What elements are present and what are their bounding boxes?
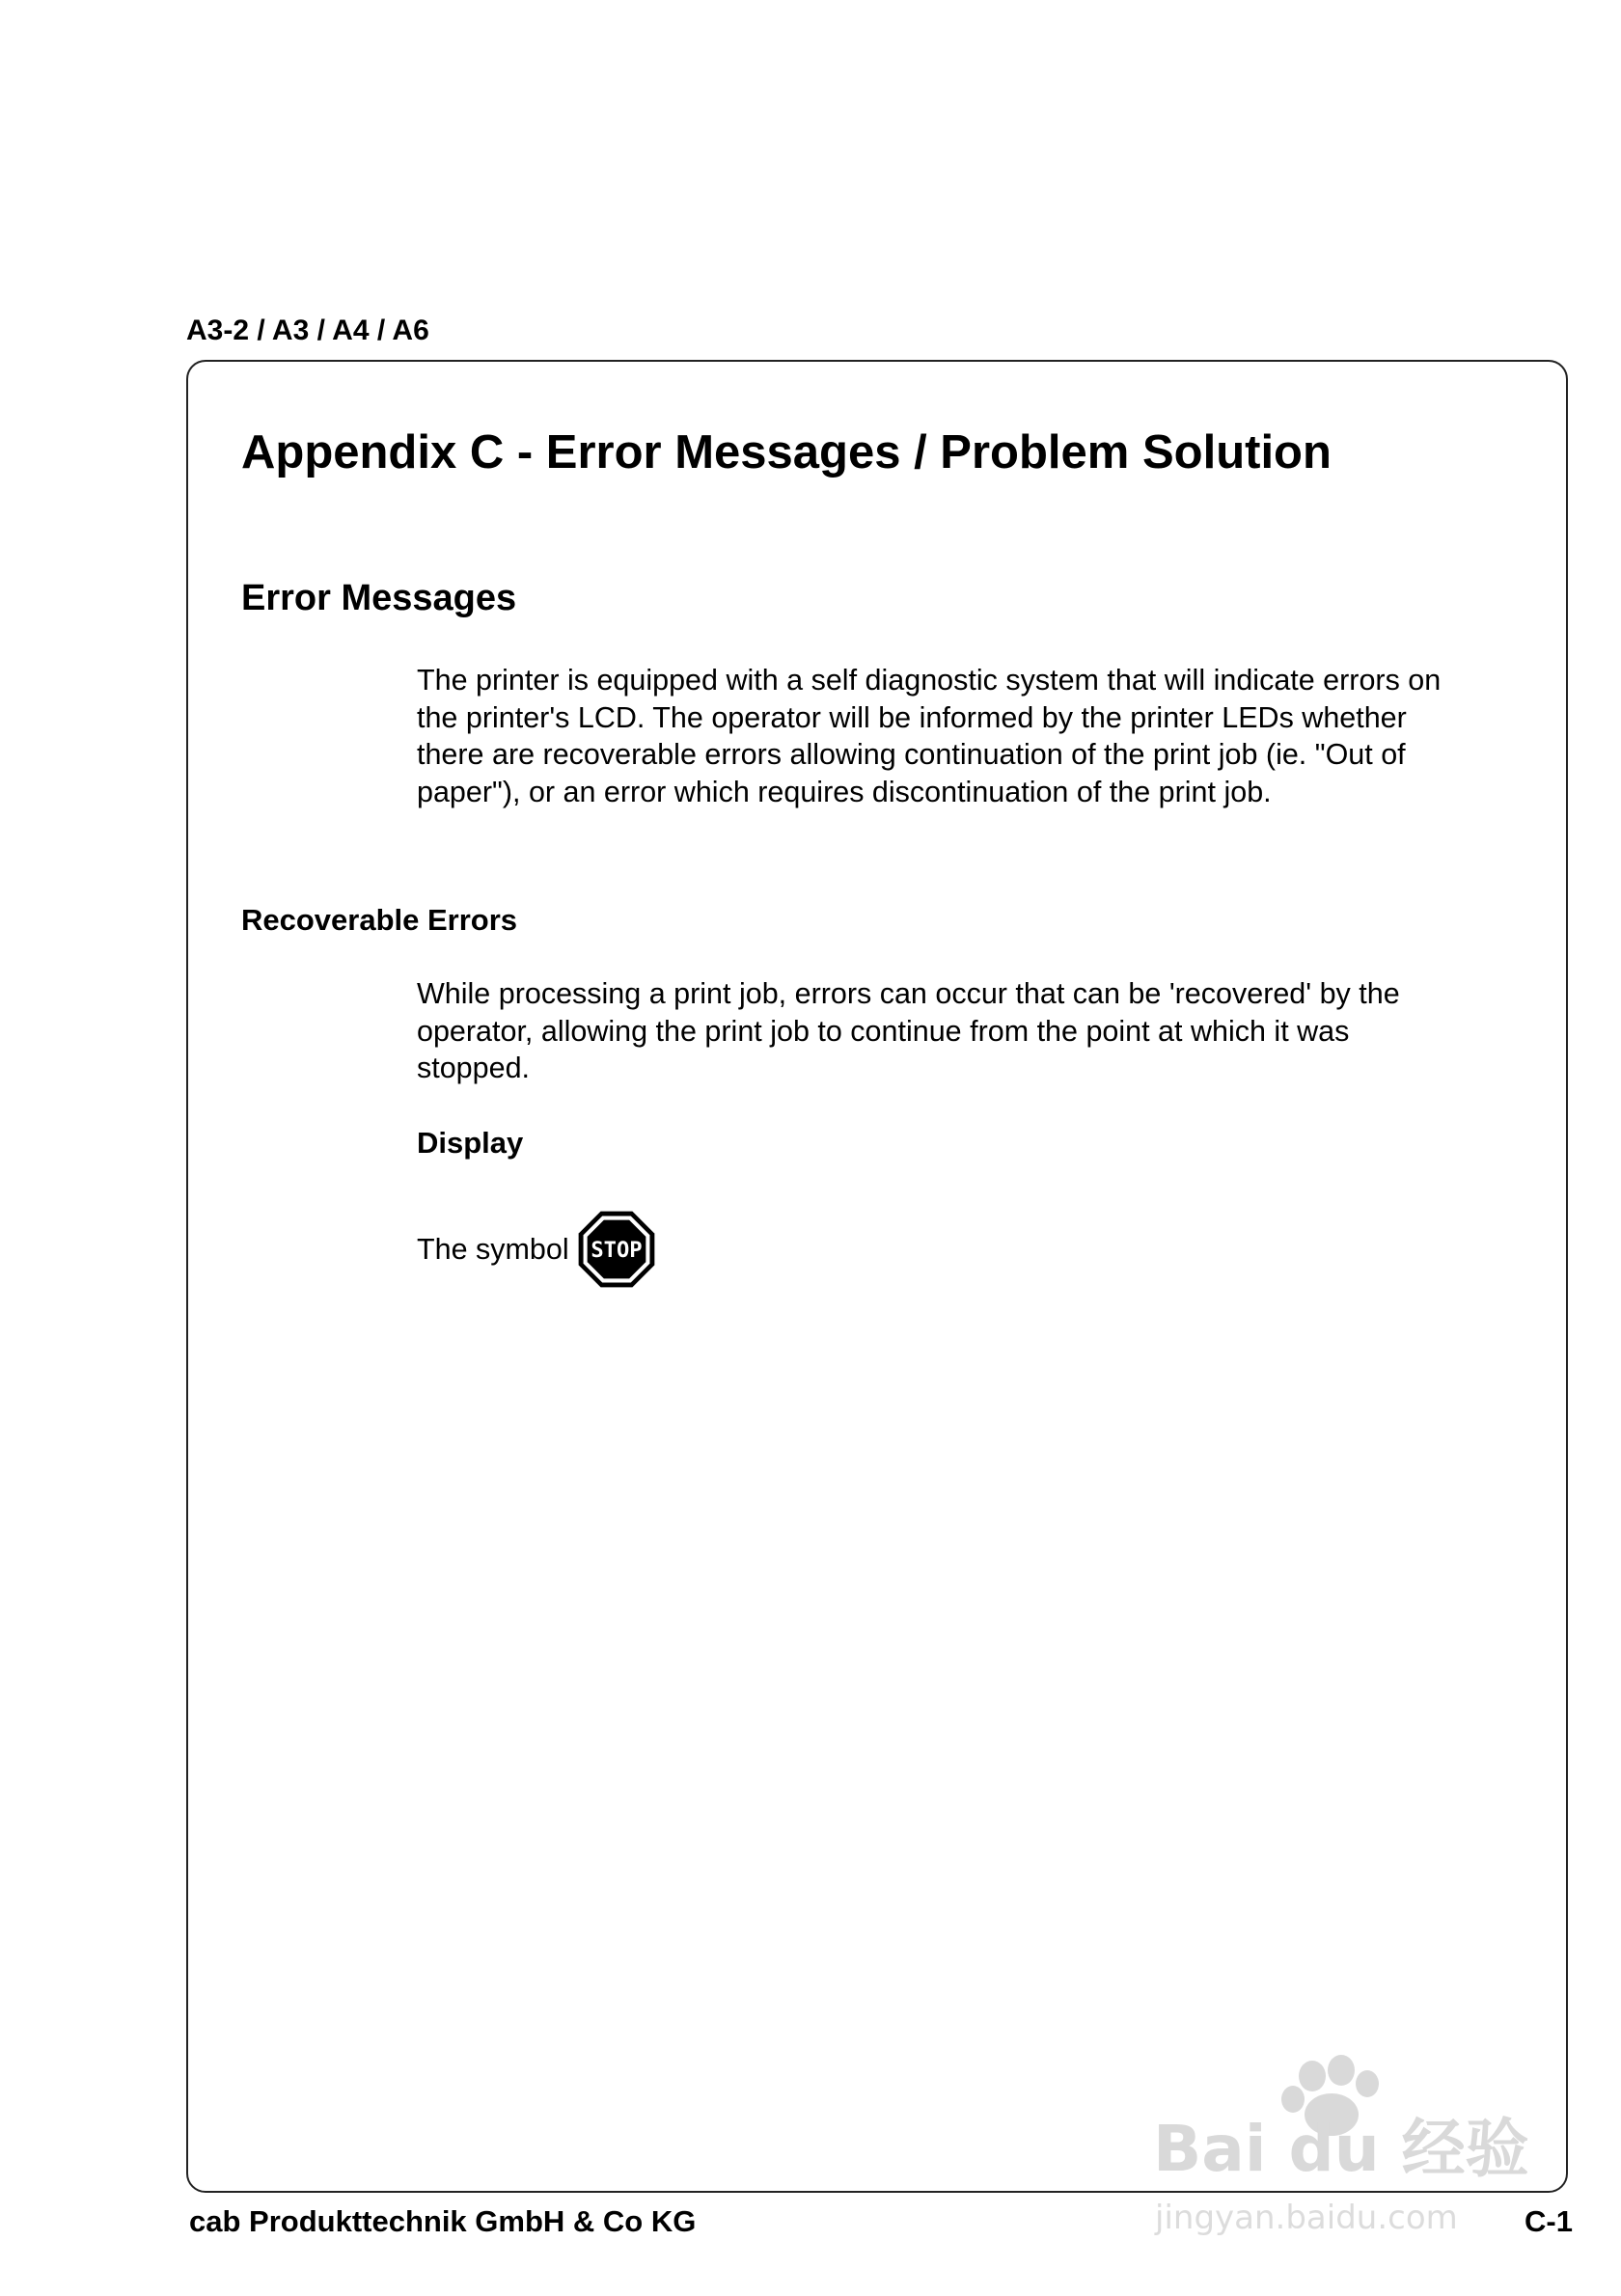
page-number: C-1 — [1525, 2204, 1573, 2238]
document-model-header: A3-2 / A3 / A4 / A6 — [186, 314, 429, 346]
intro-line: there are recoverable errors allowing continuation of the print job (ie. "Out of — [417, 738, 1406, 771]
symbol-text: The symbol — [417, 1233, 569, 1266]
stop-sign-icon — [577, 1210, 656, 1289]
stop-sign-label: STOP — [590, 1238, 643, 1264]
page-frame — [186, 360, 1568, 2193]
error-messages-heading: Error Messages — [241, 578, 517, 618]
recoverable-errors-text — [417, 975, 1536, 1087]
watermark-url: jingyan.baidu.com — [1155, 2199, 1458, 2237]
intro-line: The printer is equipped with a self diagnostic system that will indicate errors on — [417, 664, 1442, 697]
display-label: Display — [417, 1126, 524, 1160]
recoverable-line: stopped. — [417, 1052, 531, 1084]
baidu-watermark-logo — [1153, 2055, 1539, 2248]
recoverable-line: operator, allowing the print job to continue from the point at which it was — [417, 1014, 1350, 1048]
recoverable-line: While processing a print job, errors can occur that can be 'recovered' by the — [417, 977, 1400, 1010]
appendix-title: Appendix C - Error Messages / Problem Solution — [241, 426, 1332, 478]
footer-company: cab Produkttechnik GmbH & Co KG — [189, 2204, 697, 2238]
intro-line: the printer's LCD. The operator will be informed by the printer LEDs whether — [417, 700, 1407, 734]
watermark-brand: Bai du 经验 — [1153, 2112, 1529, 2186]
intro-line: paper"), or an error which requires discontinuation of the print job. — [417, 775, 1272, 808]
symbol-row — [417, 1209, 656, 1290]
error-messages-intro — [417, 662, 1536, 810]
recoverable-errors-heading: Recoverable Errors — [241, 903, 518, 937]
